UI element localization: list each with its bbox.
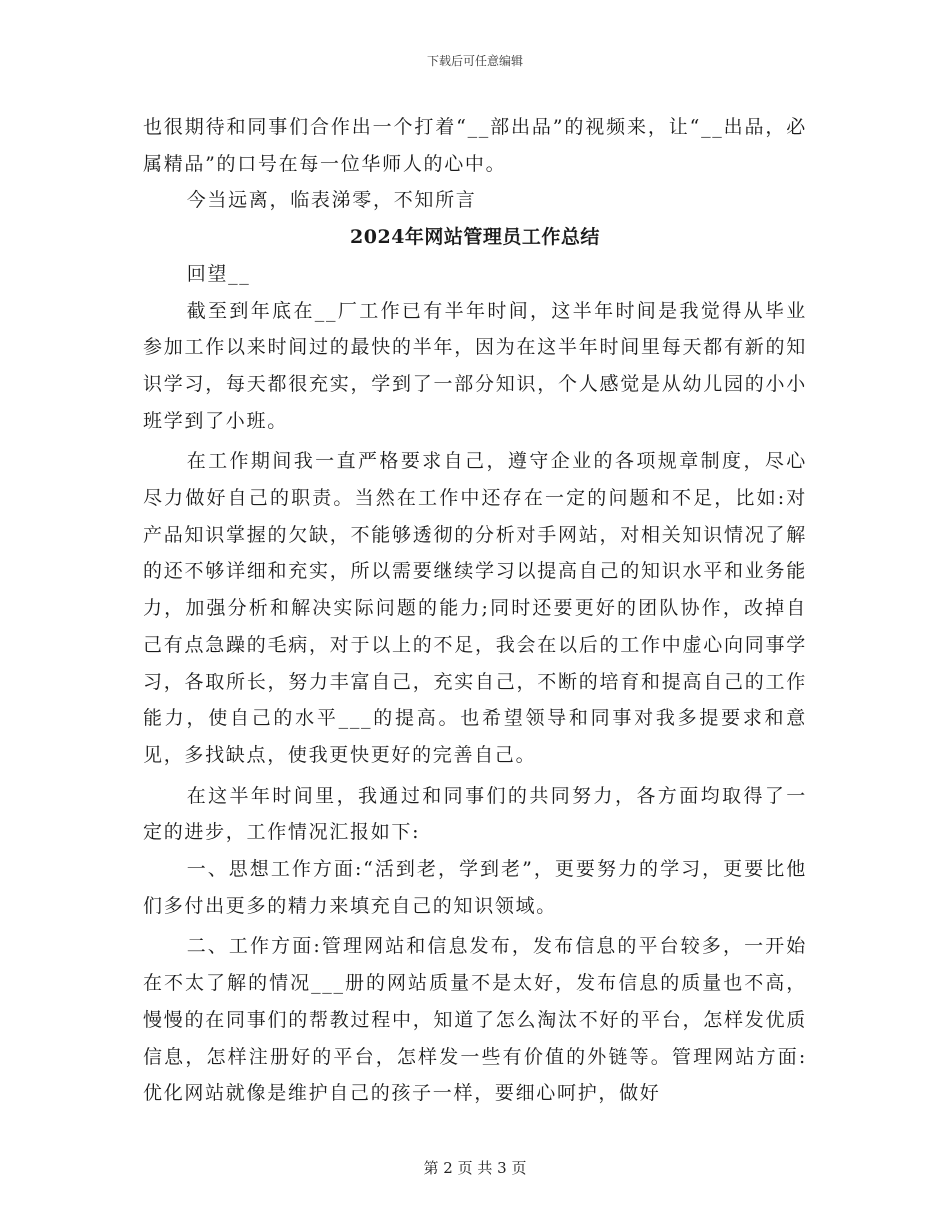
page-header: 下载后可任意编辑 — [426, 54, 523, 68]
page-footer: 第 2 页 共 3 页 — [423, 1159, 527, 1177]
paragraph: 今当远离，临表涕零，不知所言 — [186, 189, 477, 212]
paragraph: 截至到年底在__厂工作已有半年时间，这半年时间是我觉得从毕业参加工作以来时间过的最快的半年，因为在这半年时间里每天都有新的知识学习，每天都很充实，学到了一部分知识，个人感觉是从幼儿园的小小班学到了小班。 — [143, 299, 807, 432]
paragraph: 回望__ — [186, 262, 251, 285]
paragraph: 二、工作方面:管理网站和信息发布，发布信息的平台较多，一开始在不太了解的情况___册的网站质量不是太好，发布信息的质量也不高，慢慢的在同事们的帮教过程中，知道了怎么淘汰不好的平台，怎样发优质信息，怎样注册好的平台，怎样发一些有价值的外链等。管理网站方面:优化网站就像是维护自己的孩子一样，要细心呵护，做好 — [143, 935, 807, 1105]
document-title: 2024年网站管理员工作总结 — [350, 226, 600, 249]
paragraph: 在工作期间我一直严格要求自己，遵守企业的各项规章制度，尽心尽力做好自己的职责。当然在工作中还存在一定的问题和不足，比如:对产品知识掌握的欠缺，不能够透彻的分析对手网站，对相关知识情况了解的还不够详细和充实，所以需要继续学习以提高自己的知识水平和业务能力，加强分析和解决实际问题的能力;同时还要更好的团队协作，改掉自己有点急躁的毛病，对于以上的不足，我会在以后的工作中虚心向同事学习，各取所长，努力丰富自己，充实自己，不断的培育和提高自己的工作能力，使自己的水平___的提高。也希望领导和同事对我多提要求和意见，多找缺点，使我更快更好的完善自己。 — [143, 450, 807, 766]
paragraph: 也很期待和同事们合作出一个打着“__部出品”的视频来，让“__出品，必属精品”的口号在每一位华师人的心中。 — [143, 116, 807, 175]
document-body — [143, 109, 807, 1112]
paragraph: 在这半年时间里，我通过和同事们的共同努力，各方面均取得了一定的进步，工作情况汇报如下: — [143, 784, 807, 844]
paragraph: 一、思想工作方面:“活到老，学到老”，更要努力的学习，更要比他们多付出更多的精力来填充自己的知识领域。 — [143, 858, 807, 917]
